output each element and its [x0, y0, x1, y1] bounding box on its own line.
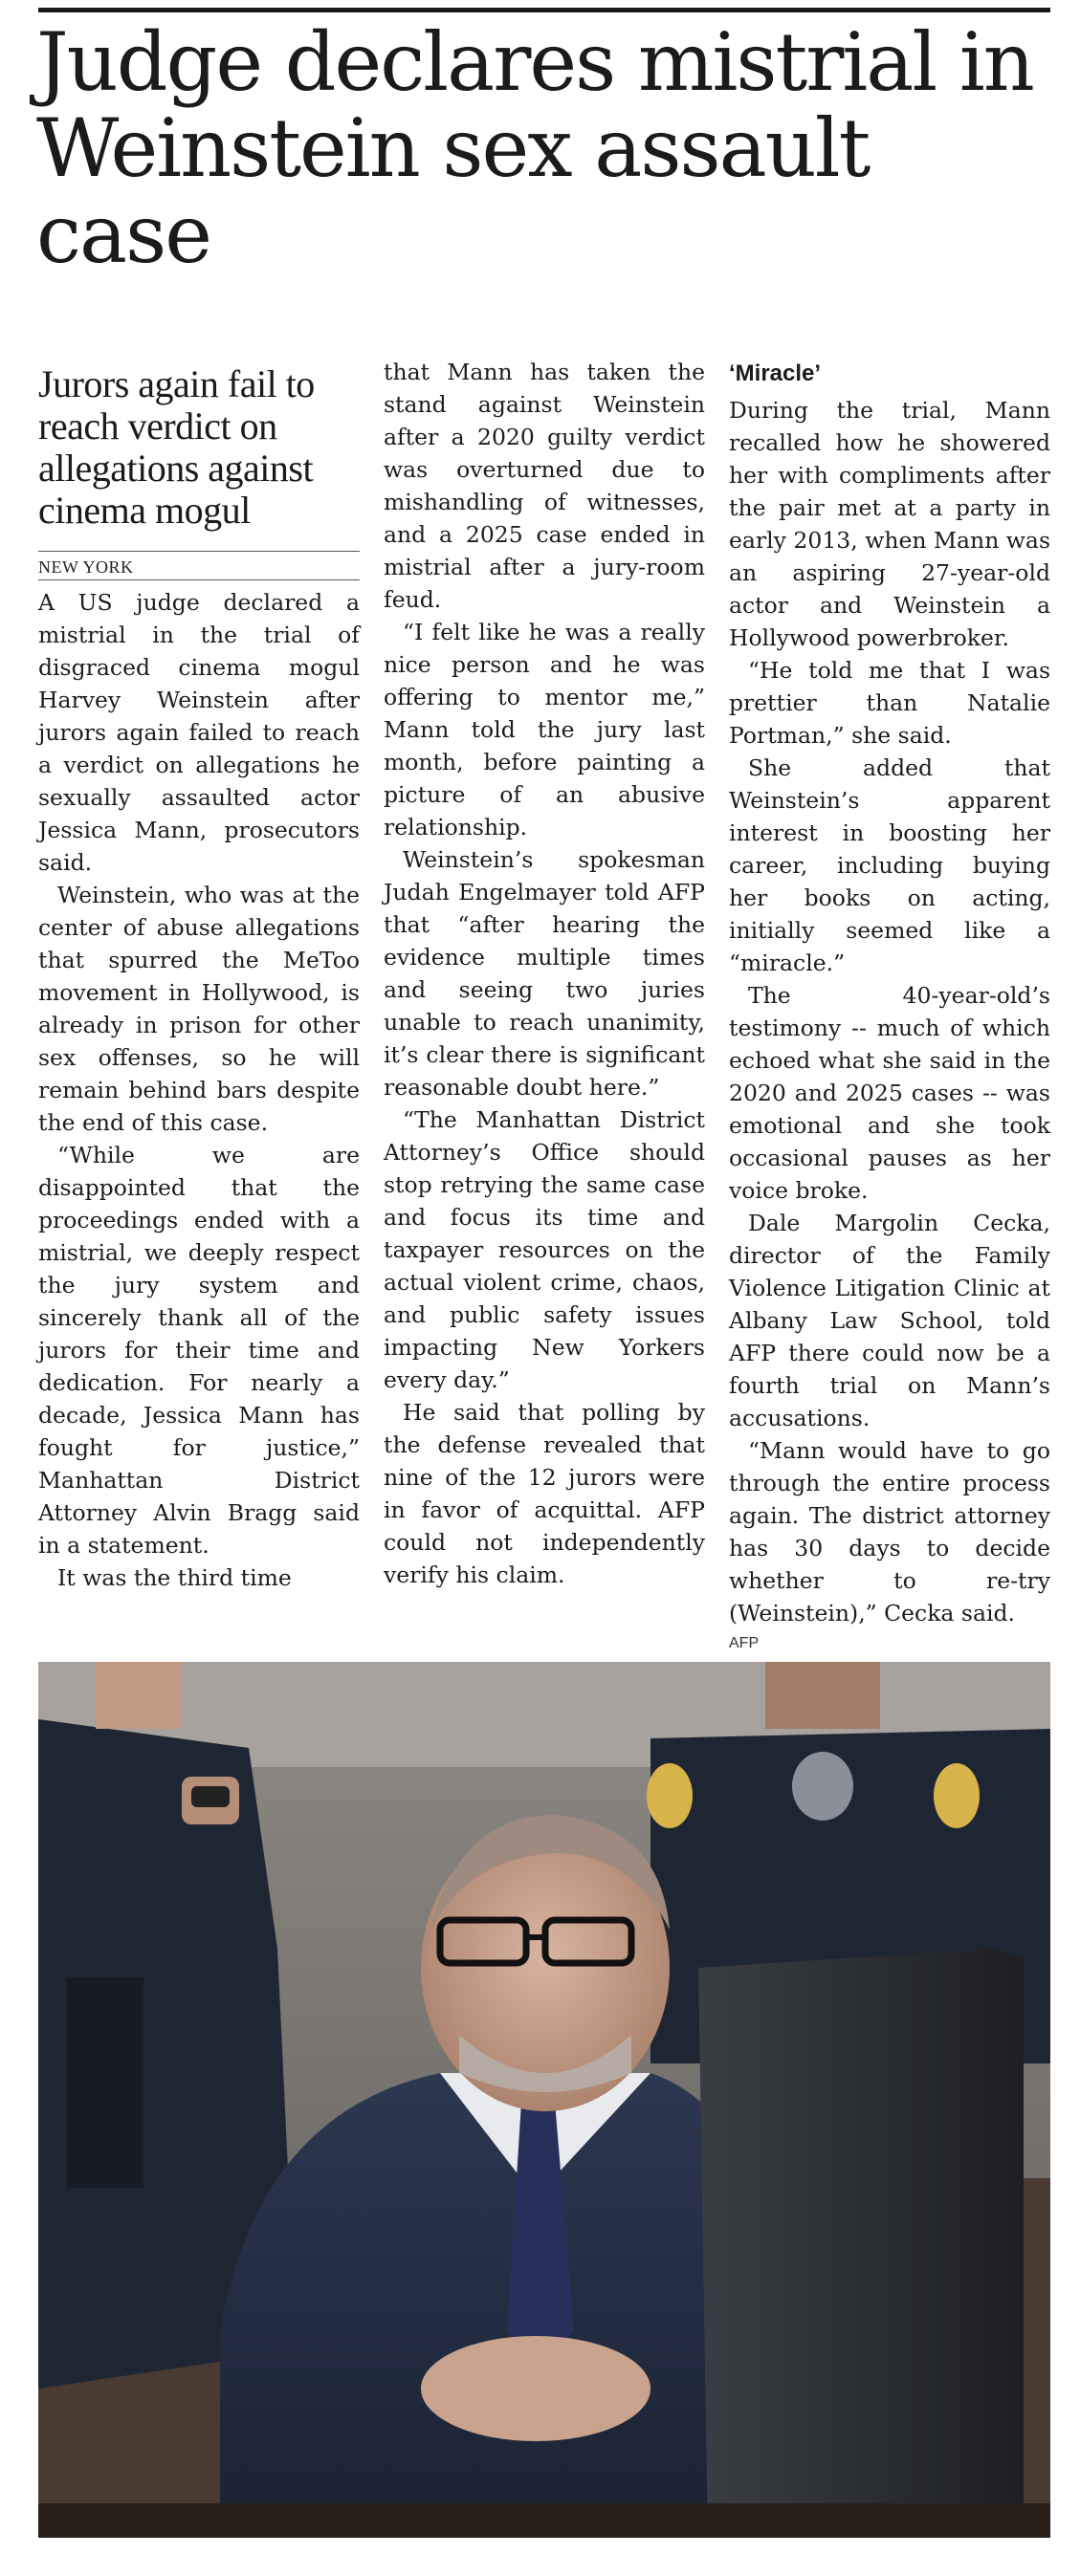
paragraph: “Mann would have to go through the entire process again. The district attorney has 30 days to decide whether to re-try (Weinstein),” Cecka said. — [729, 1437, 1050, 1626]
paragraph: The 40-year-old’s testimony -- much of which echoed what she said in the 2020 and 2025 cases -- was emotional and she took occasional pauses as her voice broke. — [729, 982, 1050, 1204]
paragraph: Weinstein’s spokesman Judah Engelmayer told AFP that “after hearing the evidence multiple times and seeing two juries unable to reach unanimity, it’s clear there is significant reasonable doubt here.” — [384, 846, 705, 1101]
column-2-text — [384, 356, 705, 1591]
column-1-text — [38, 586, 360, 1594]
paragraph: “He told me that I was prettier than Natalie Portman,” she said. — [729, 657, 1050, 749]
headline: Judge declares mistrial in Weinstein sex assault case — [36, 15, 1033, 281]
agency-credit: AFP — [729, 1635, 760, 1651]
column-2 — [384, 356, 705, 1591]
dateline-rule — [38, 579, 360, 580]
paragraph: A US judge declared a mistrial in the trial of disgraced cinema mogul Harvey Weinstein after jurors again failed to reach a verdict on allegations he sexually assaulted actor Jessica Mann, prosecutors said. — [38, 589, 360, 876]
courtroom-photo-illustration — [38, 1662, 1050, 2538]
paragraph: He said that polling by the defense revealed that nine of the 12 jurors were in favor of acquittal. AFP could not independently verify his claim. — [384, 1399, 705, 1588]
article-columns — [38, 356, 1050, 1656]
courtroom-photo — [38, 1662, 1050, 2538]
paragraph: “While we are disappointed that the proceedings ended with a mistrial, we deeply respect the jury system and sincerely thank all of the jurors for their time and dedication. For nearly a decade, Jessica Mann has fought for justice,” Manhattan District Attorney Alvin Bragg said in a statement. — [38, 1142, 360, 1559]
deck-rule — [38, 551, 360, 552]
paragraph: Weinstein, who was at the center of abuse allegations that spurred the MeToo movement in Hollywood, is already in prison for other sex offenses, so he will remain behind bars despite the end of this case. — [38, 882, 360, 1136]
paragraph: “I felt like he was a really nice person and he was offering to mentor me,” Mann told the jury last month, before painting a picture of an abusive relationship. — [384, 619, 705, 840]
dateline: NEW YORK — [38, 557, 134, 577]
column-3-text — [729, 394, 1050, 1629]
paragraph: that Mann has taken the stand against Weinstein after a 2020 guilty verdict was overturned due to mishandling of witnesses, and a 2025 case ended in mistrial after a jury-room feud. — [384, 359, 705, 613]
paragraph: She added that Weinstein’s apparent interest in boosting her career, including buying her books on acting, initially seemed like a “miracle.” — [729, 754, 1050, 976]
column-3 — [729, 356, 1050, 1652]
deck: Jurors again fail to reach verdict on allegations against cinema mogul — [38, 362, 315, 532]
subhead-miracle: ‘Miracle’ — [729, 360, 822, 386]
paragraph: “The Manhattan District Attorney’s Office should stop retrying the same case and focus its time and taxpayer resources on the actual violent crime, chaos, and public safety issues impacting New Yorkers every day.” — [384, 1106, 705, 1393]
paragraph: It was the third time — [57, 1564, 292, 1591]
column-1 — [38, 356, 360, 1594]
paragraph: Dale Margolin Cecka, director of the Family Violence Litigation Clinic at Albany Law School, told AFP there could now be a fourth trial on Mann’s accusations. — [729, 1210, 1050, 1431]
top-rule — [38, 8, 1050, 12]
paragraph: During the trial, Mann recalled how he showered her with compliments after the pair met at a party in early 2013, when Mann was an aspiring 27-year-old actor and Weinstein a Hollywood powerbroker. — [729, 397, 1050, 651]
